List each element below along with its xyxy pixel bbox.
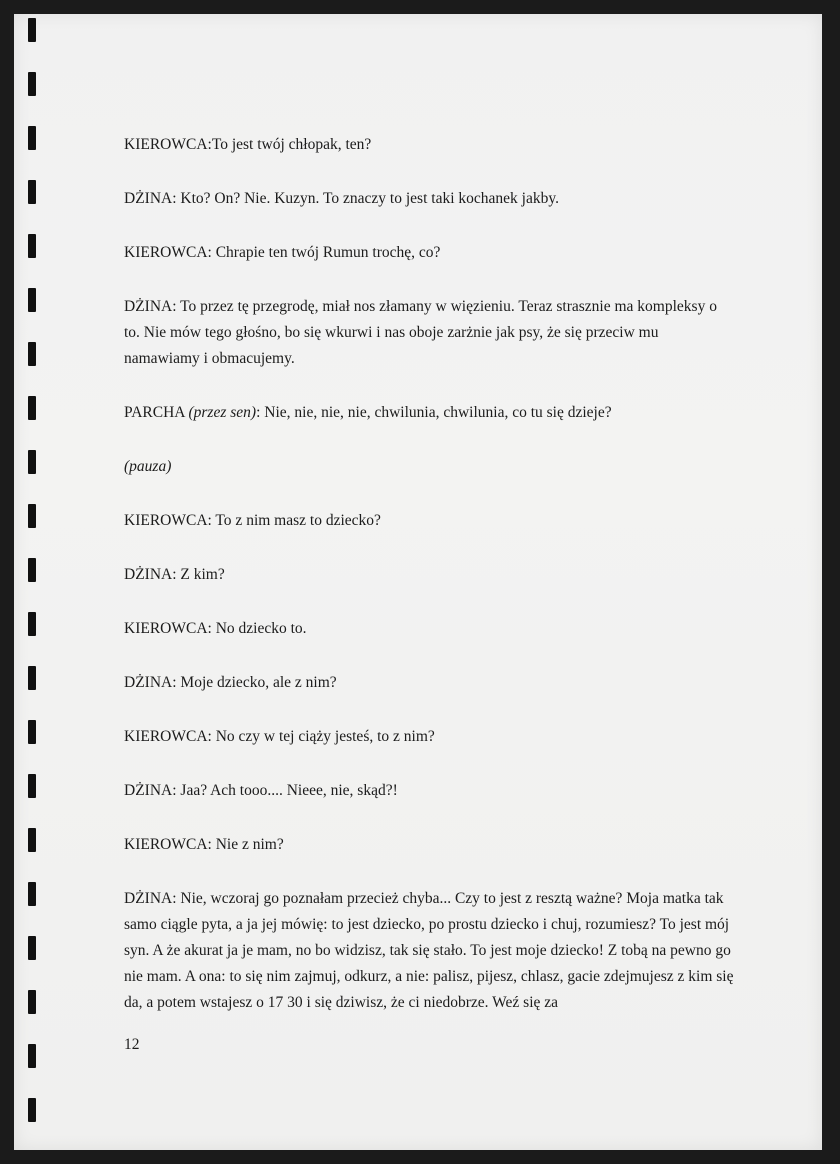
binding-ring — [28, 936, 36, 960]
speaker-colon: : — [256, 404, 261, 421]
dialogue-line — [124, 400, 734, 426]
dialogue-line — [124, 724, 734, 750]
binding-ring — [28, 882, 36, 906]
line-text: Kto? On? Nie. Kuzyn. To znaczy to jest taki kochanek jakby. — [176, 190, 559, 207]
binding-ring — [28, 666, 36, 690]
line-text: Jaa? Ach tooo.... Nieee, nie, skąd?! — [176, 782, 398, 799]
binding-ring — [28, 612, 36, 636]
line-text: To z nim masz to dziecko? — [211, 512, 381, 529]
binding-ring — [28, 1098, 36, 1122]
page-number: 12 — [124, 1036, 140, 1053]
dialogue-line — [124, 240, 734, 266]
binding-ring — [28, 126, 36, 150]
binding-ring — [28, 450, 36, 474]
line-text: Chrapie ten twój Rumun trochę, co? — [211, 244, 441, 261]
dialogue-line — [124, 886, 734, 1016]
line-text: No czy w tej ciąży jesteś, to z nim? — [211, 728, 435, 745]
line-text: Moje dziecko, ale z nim? — [176, 674, 337, 691]
line-text: To jest twój chłopak, ten? — [211, 136, 372, 153]
line-text: No dziecko to. — [211, 620, 307, 637]
dialogue-line — [124, 562, 734, 588]
speaker-name: KIEROWCA: — [124, 728, 212, 745]
speaker-name: DŻINA: — [124, 298, 177, 315]
binding-ring — [28, 396, 36, 420]
binding-ring — [28, 234, 36, 258]
binding-ring — [28, 504, 36, 528]
speaker-name: DŻINA: — [124, 782, 177, 799]
speaker-name: KIEROWCA: — [124, 136, 212, 153]
speaker-name: DŻINA: — [124, 190, 177, 207]
dialogue-line — [124, 832, 734, 858]
dialogue-line — [124, 294, 734, 372]
speaker-name: KIEROWCA: — [124, 512, 212, 529]
line-text: Nie, nie, nie, nie, chwilunia, chwilunia, co tu się dzieje? — [260, 404, 612, 421]
spiral-binding — [28, 0, 42, 1164]
speaker-name: KIEROWCA: — [124, 620, 212, 637]
binding-ring — [28, 558, 36, 582]
binding-ring — [28, 990, 36, 1014]
speaker-name: KIEROWCA: — [124, 244, 212, 261]
dialogue-line — [124, 616, 734, 642]
binding-ring — [28, 774, 36, 798]
dialogue-line — [124, 508, 734, 534]
binding-ring — [28, 288, 36, 312]
line-text: To przez tę przegrodę, miał nos złamany w więzieniu. Teraz strasznie ma kompleksy o to. Nie mów tego głośno, bo się wkurwi i nas oboje zarżnie jak psy, że się przeciw mu namawiamy i obmacujemy. — [124, 298, 717, 367]
line-text: Z kim? — [176, 566, 225, 583]
binding-ring — [28, 720, 36, 744]
binding-ring — [28, 1044, 36, 1068]
binding-ring — [28, 828, 36, 852]
stage-direction: (przez sen) — [188, 404, 257, 421]
dialogue-line — [124, 670, 734, 696]
binding-ring — [28, 180, 36, 204]
stage-direction-line: (pauza) — [124, 458, 172, 475]
script-text — [124, 132, 734, 1044]
line-text: Nie, wczoraj go poznałam przecież chyba... Czy to jest z resztą ważne? Moja matka tak samo ciągle pyta, a ja jej mówię: to jest dziecko, po prostu dziecko i chuj, rozumiesz? To jest mój syn. A że akurat ja je mam, no bo widzisz, tak się stało. To jest moje dziecko! Z tobą na pewno go nie mam. A ona: to się nim zajmuj, odkurz, a nie: palisz, pijesz, chlasz, gacie zdejmujesz z kim się da, a potem wstajesz o 17 30 i się dziwisz, że ci niedobrze. Weź się za — [124, 890, 734, 1011]
dialogue-line — [124, 778, 734, 804]
speaker-name: DŻINA: — [124, 674, 177, 691]
speaker-name: DŻINA: — [124, 566, 177, 583]
speaker-name: DŻINA: — [124, 890, 177, 907]
speaker-name: PARCHA — [124, 404, 189, 421]
binding-ring — [28, 72, 36, 96]
speaker-name: KIEROWCA: — [124, 836, 212, 853]
dialogue-line — [124, 186, 734, 212]
line-text: Nie z nim? — [211, 836, 284, 853]
binding-ring — [28, 342, 36, 366]
dialogue-line — [124, 132, 734, 158]
binding-ring — [28, 18, 36, 42]
